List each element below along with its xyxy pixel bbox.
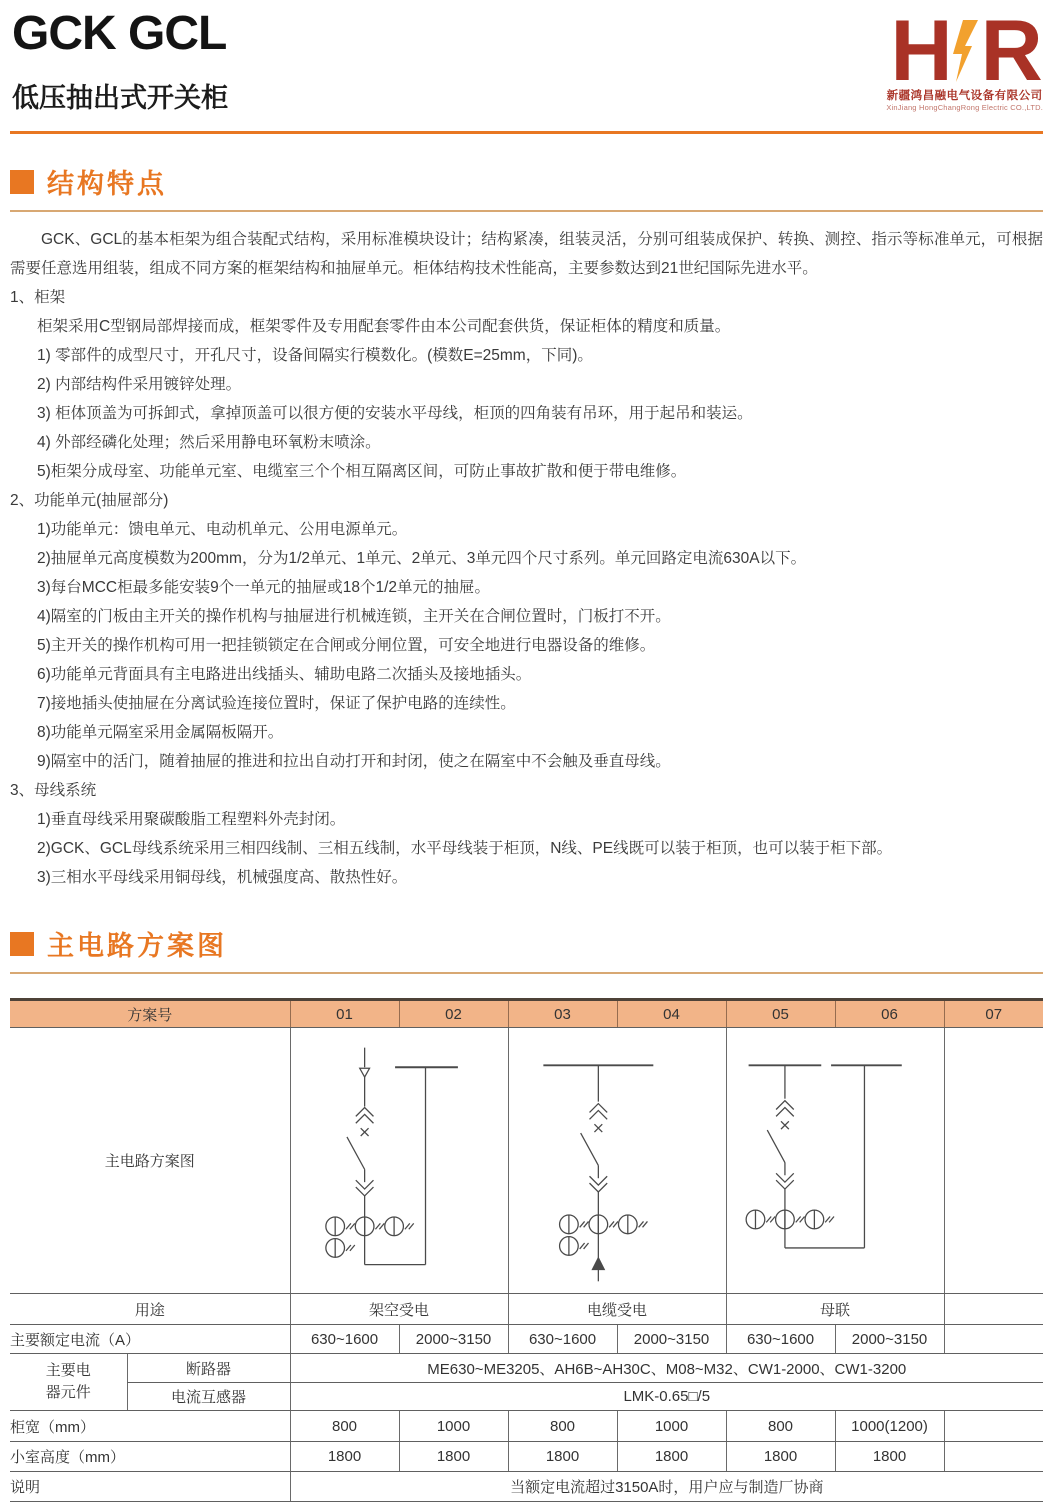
height-value: 1800 xyxy=(399,1442,508,1472)
feature-item: 3)每台MCC柜最多能安装9个一单元的抽屉或18个1/2单元的抽屉。 xyxy=(37,579,490,596)
width-value: 1000(1200) xyxy=(835,1411,944,1442)
page-subtitle: 低压抽出式开关柜 xyxy=(12,83,228,113)
width-value: 800 xyxy=(726,1411,835,1442)
features-text xyxy=(10,225,1043,892)
scheme-number: 01 xyxy=(290,1000,399,1028)
current-value: 630~1600 xyxy=(726,1325,835,1354)
width-value: 800 xyxy=(290,1411,399,1442)
feature-item: 8)功能单元隔室采用金属隔板隔开。 xyxy=(37,724,284,741)
feature-item: 2) 内部结构件采用镀锌处理。 xyxy=(37,376,242,393)
section-title: 结构特点 xyxy=(47,169,167,199)
current-value: 630~1600 xyxy=(508,1325,617,1354)
feature-item: 1)功能单元：馈电单元、电动机单元、公用电源单元。 xyxy=(37,521,408,538)
usage-value: 架空受电 xyxy=(290,1294,508,1325)
note-text: 当额定电流超过3150A时，用户应与制造厂协商 xyxy=(290,1472,1043,1502)
current-value: 2000~3150 xyxy=(399,1325,508,1354)
current-value: 2000~3150 xyxy=(835,1325,944,1354)
current-value: 2000~3150 xyxy=(617,1325,726,1354)
breaker-models: ME630~ME3205、AH6B~AH30C、M08~M32、CW1-2000、CW1-3200 xyxy=(290,1354,1043,1383)
company-logo xyxy=(886,3,1043,112)
scheme-number: 04 xyxy=(617,1000,726,1028)
width-value: 800 xyxy=(508,1411,617,1442)
feature-item: 3) 柜体顶盖为可拆卸式，拿掉顶盖可以很方便的安装水平母线，柜顶的四角装有吊环，用于起吊和装运。 xyxy=(37,405,753,422)
table-row-rated-current xyxy=(10,1325,1043,1354)
row-label: 柜宽（mm） xyxy=(10,1411,290,1442)
row-label: 说明 xyxy=(10,1472,290,1502)
circuit-diagram-bus-coupler xyxy=(726,1028,944,1294)
feature-item: 9)隔室中的活门，随着抽屉的推进和拉出自动打开和封闭，使之在隔室中不会触及垂直母线。 xyxy=(37,753,671,770)
current-value xyxy=(944,1325,1043,1354)
row-label: 主要额定电流（A） xyxy=(10,1325,290,1354)
section-bullet-icon xyxy=(10,170,34,194)
section-divider xyxy=(10,972,1043,974)
logo-company-name-en: XinJiang HongChangRong Electric CO.,LTD. xyxy=(886,103,1043,112)
ct-model: LMK-0.65□/5 xyxy=(290,1383,1043,1411)
usage-value: 母联 xyxy=(726,1294,944,1325)
section-bullet-icon xyxy=(10,932,34,956)
component-name: 电流互感器 xyxy=(127,1383,290,1411)
scheme-number-label: 方案号 xyxy=(10,1000,290,1028)
feature-item: 6)功能单元背面具有主电路进出线插头、辅助电路二次插头及接地插头。 xyxy=(37,666,532,683)
usage-value: 电缆受电 xyxy=(508,1294,726,1325)
current-value: 630~1600 xyxy=(290,1325,399,1354)
features-intro: GCK、GCL的基本柜架为组合装配式结构，采用标准模块设计；结构紧凑，组装灵活，分别可组装成保护、转换、测控、指示等标准单元，可根据需要任意选用组装，组成不同方案的框架结构和抽屉单元。柜体结构技术性能高，主要参数达到21世纪国际先进水平。 xyxy=(10,231,1043,277)
scheme-number: 03 xyxy=(508,1000,617,1028)
feature-item: 5)柜架分成母室、功能单元室、电缆室三个个相互隔离区间，可防止事故扩散和便于带电维修。 xyxy=(37,463,687,480)
feature-item: 7)接地插头使抽屉在分离试验连接位置时，保证了保护电路的连续性。 xyxy=(37,695,516,712)
scheme-table xyxy=(10,998,1043,1502)
width-value: 1000 xyxy=(617,1411,726,1442)
page-header xyxy=(10,0,1043,150)
height-value: 1800 xyxy=(726,1442,835,1472)
height-value: 1800 xyxy=(617,1442,726,1472)
height-value: 1800 xyxy=(508,1442,617,1472)
logo-company-name-cn: 新疆鸿昌融电气设备有限公司 xyxy=(886,90,1043,102)
circuit-diagram-cable-incoming xyxy=(508,1028,726,1294)
logo-letter-h: H xyxy=(890,3,949,99)
height-value: 1800 xyxy=(290,1442,399,1472)
table-row-usage xyxy=(10,1294,1043,1325)
feature-item: 1)垂直母线采用聚碳酸脂工程塑料外壳封闭。 xyxy=(37,811,346,828)
width-value: 1000 xyxy=(399,1411,508,1442)
feature-item: 4) 外部经磷化处理；然后采用静电环氧粉末喷涂。 xyxy=(37,434,381,451)
row-label: 用途 xyxy=(10,1294,290,1325)
lightning-bolt-icon xyxy=(950,20,980,82)
feature-group-heading: 1、柜架 xyxy=(10,289,66,306)
table-row-note xyxy=(10,1472,1043,1502)
usage-value xyxy=(944,1294,1043,1325)
height-value: 1800 xyxy=(835,1442,944,1472)
scheme-number: 05 xyxy=(726,1000,835,1028)
circuit-diagram-overhead-incoming xyxy=(290,1028,508,1294)
feature-group-heading: 3、母线系统 xyxy=(10,782,97,799)
component-name: 断路器 xyxy=(127,1354,290,1383)
feature-group-heading: 2、功能单元(抽屉部分) xyxy=(10,492,169,509)
feature-item: 5)主开关的操作机构可用一把挂锁锁定在合闸或分闸位置，可安全地进行电器设备的维修。 xyxy=(37,637,656,654)
feature-item: 3)三相水平母线采用铜母线，机械强度高、散热性好。 xyxy=(37,869,408,886)
empty-cell xyxy=(944,1028,1043,1294)
section-divider xyxy=(10,210,1043,212)
diagram-row-label: 主电路方案图 xyxy=(10,1028,290,1294)
table-row-room-height xyxy=(10,1442,1043,1472)
feature-item: 1) 零部件的成型尺寸，开孔尺寸，设备间隔实行模数化。(模数E=25mm，下同)。 xyxy=(37,347,593,364)
row-label: 小室高度（mm） xyxy=(10,1442,290,1472)
feature-item: 柜架采用C型钢局部焊接而成，框架零件及专用配套零件由本公司配套供货，保证柜体的精度和质量。 xyxy=(37,318,731,335)
scheme-number: 07 xyxy=(944,1000,1043,1028)
table-row-breaker xyxy=(10,1354,1043,1383)
scheme-number: 02 xyxy=(399,1000,508,1028)
feature-item: 2)GCK、GCL母线系统采用三相四线制、三相五线制，水平母线装于柜顶，N线、PE线既可以装于柜顶，也可以装于柜下部。 xyxy=(37,840,893,857)
table-row-diagrams xyxy=(10,1028,1043,1294)
table-row-cabinet-width xyxy=(10,1411,1043,1442)
feature-item: 2)抽屉单元高度模数为200mm，分为1/2单元、1单元、2单元、3单元四个尺寸系列。单元回路定电流630A以下。 xyxy=(37,550,807,567)
header-divider xyxy=(10,131,1043,134)
feature-item: 4)隔室的门板由主开关的操作机构与抽屉进行机械连锁，主开关在合闸位置时，门板打不开。 xyxy=(37,608,671,625)
logo-letter-r: R xyxy=(980,3,1039,99)
width-value xyxy=(944,1411,1043,1442)
table-row-scheme-numbers xyxy=(10,1000,1043,1028)
page-title: GCK GCL xyxy=(12,7,227,60)
table-row-current-transformer xyxy=(10,1383,1043,1411)
section-title: 主电路方案图 xyxy=(47,931,227,961)
section-header-features xyxy=(10,162,1043,201)
height-value xyxy=(944,1442,1043,1472)
components-label: 主要电器元件 xyxy=(10,1354,127,1411)
section-header-scheme xyxy=(10,924,1043,963)
scheme-number: 06 xyxy=(835,1000,944,1028)
